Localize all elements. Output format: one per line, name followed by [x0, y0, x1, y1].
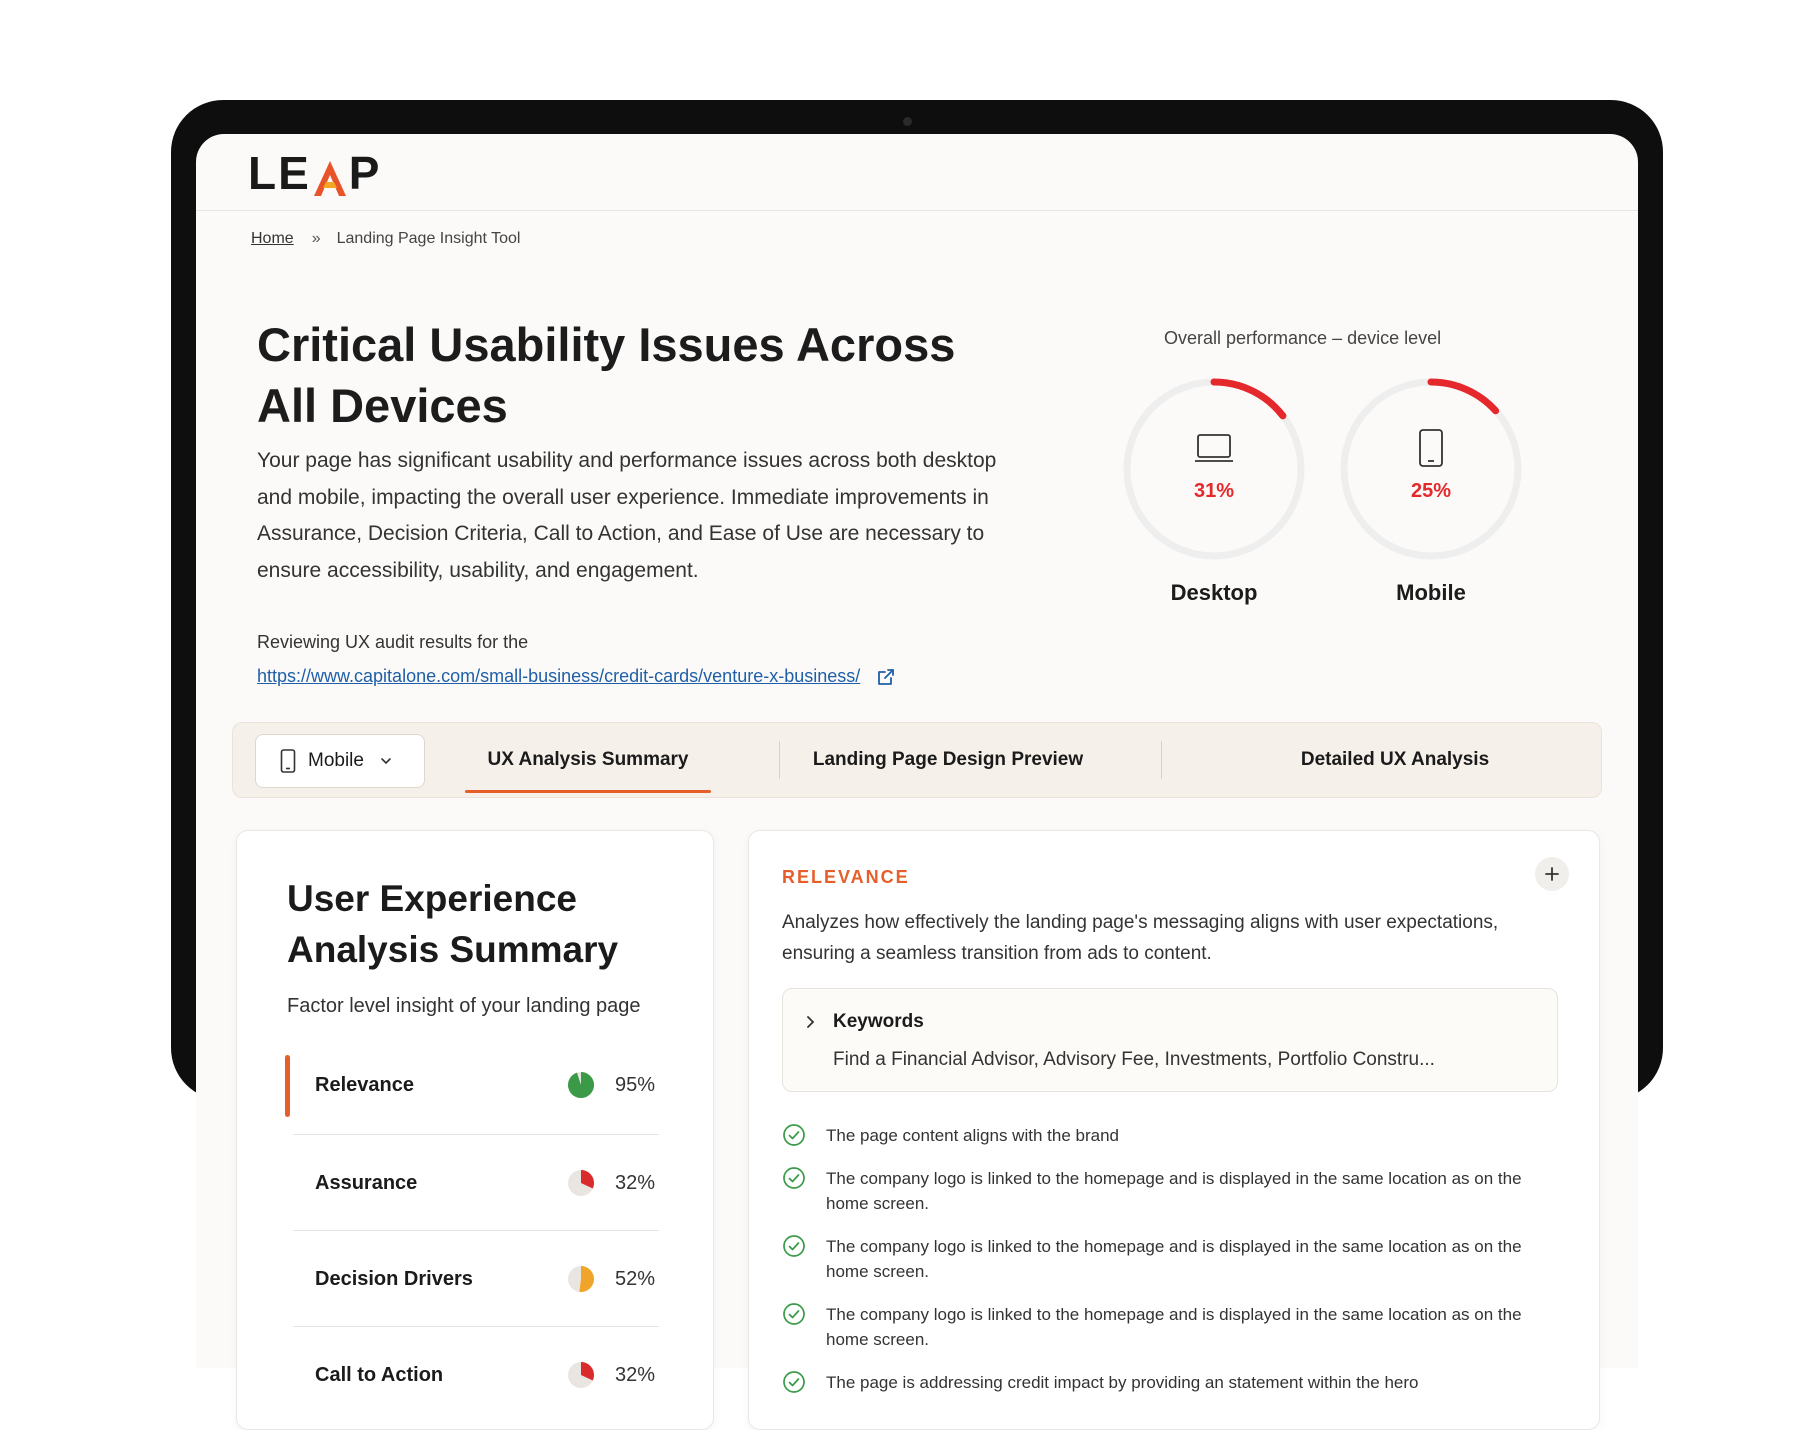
summary-title: User Experience Analysis Summary	[287, 878, 619, 970]
logo-text-right: P	[348, 147, 382, 199]
factor-value: 52%	[614, 1267, 655, 1290]
tab-divider	[779, 741, 780, 779]
relevance-title: RELEVANCE	[782, 867, 910, 887]
relevance-description: Analyzes how effectively the landing page's messaging aligns with user expectations, ensuring a seamless transition from ads to content.	[782, 912, 1499, 964]
keywords-accordion[interactable]	[782, 988, 1558, 1092]
breadcrumb	[251, 230, 520, 248]
check-text: The page is addressing credit impact by providing an statement within the hero	[826, 1373, 1419, 1392]
factor-pie-icon	[567, 1169, 595, 1197]
review-label: Reviewing UX audit results for the	[257, 632, 529, 652]
factor-pie-icon	[567, 1071, 595, 1099]
desktop-gauge	[1119, 374, 1309, 604]
device-select-value: Mobile	[308, 750, 364, 771]
pie-slice	[579, 1266, 594, 1292]
factor-name: Assurance	[315, 1171, 418, 1194]
tab-bar	[232, 722, 1602, 798]
logo-a-icon	[312, 154, 348, 192]
factor-item-assurance[interactable]	[293, 1135, 659, 1231]
mobile-gauge	[1336, 374, 1526, 604]
mobile-percent: 25%	[1410, 480, 1452, 502]
app-screen	[196, 134, 1638, 1392]
desktop-percent: 31%	[1193, 480, 1235, 502]
factor-name: Relevance	[315, 1073, 414, 1096]
chevron-down-icon	[380, 757, 392, 765]
mobile-gauge-arc	[1431, 382, 1496, 411]
page-description: Your page has significant usability and performance issues across both desktop and mobile, impacting the overall user experience. Immediate improvements in Assurance, Decision Criteria, Call to Action, and Ease of Use are necessary to ensure accessibility, usability, and engagement.	[257, 449, 997, 582]
check-circle-icon	[782, 1166, 806, 1190]
chevron-right-icon	[805, 1015, 815, 1029]
tab-detailed-ux-analysis[interactable]: Detailed UX Analysis	[1300, 749, 1490, 770]
desktop-gauge-chart	[1119, 374, 1309, 564]
external-link-icon[interactable]	[876, 667, 896, 687]
summary-card	[236, 830, 714, 1430]
desktop-gauge-arc	[1214, 382, 1283, 416]
top-bar	[196, 134, 1638, 211]
page-title: Critical Usability Issues Across All Devices	[257, 318, 956, 432]
review-url-link[interactable]	[257, 666, 896, 687]
summary-subtitle: Factor level insight of your landing page	[287, 995, 641, 1017]
factor-pie-icon	[567, 1265, 595, 1293]
check-circle-icon	[782, 1123, 806, 1147]
factor-value: 32%	[614, 1171, 655, 1194]
factor-name: Decision Drivers	[315, 1267, 473, 1290]
list-item	[782, 1166, 1542, 1216]
factor-item-decision-drivers[interactable]	[293, 1231, 659, 1327]
camera-dot	[903, 117, 912, 126]
device-select[interactable]	[255, 734, 425, 788]
check-circle-icon	[782, 1370, 806, 1394]
plus-icon[interactable]	[1535, 857, 1569, 891]
check-text: The company logo is linked to the homepage and is displayed in the same location as on the home screen.	[826, 1305, 1522, 1349]
list-item	[782, 1302, 1542, 1352]
performance-title: Overall performance – device level	[1164, 328, 1442, 348]
check-circle-icon	[782, 1234, 806, 1258]
tab-ux-analysis-summary[interactable]: UX Analysis Summary	[465, 723, 711, 797]
factor-pie-icon	[567, 1361, 595, 1389]
tab-landing-page-design-preview[interactable]: Landing Page Design Preview	[812, 749, 1084, 770]
check-text: The company logo is linked to the homepage and is displayed in the same location as on the home screen.	[826, 1169, 1522, 1213]
relevance-check-list	[782, 1123, 1542, 1413]
breadcrumb-separator-icon: »	[311, 230, 321, 247]
list-item	[782, 1123, 1542, 1148]
factor-value: 32%	[614, 1363, 655, 1386]
breadcrumb-current: Landing Page Insight Tool	[336, 230, 521, 247]
check-circle-icon	[782, 1302, 806, 1326]
relevance-card	[748, 830, 1600, 1430]
factor-item-relevance[interactable]	[293, 1055, 659, 1135]
keywords-text: Find a Financial Advisor, Advisory Fee, Investments, Portfolio Constru...	[833, 1049, 1435, 1070]
review-url-text: https://www.capitalone.com/small-business/credit-cards/venture-x-business/	[257, 666, 861, 686]
list-item	[782, 1370, 1542, 1395]
factor-value: 95%	[614, 1073, 655, 1096]
breadcrumb-home-link[interactable]: Home	[251, 230, 294, 247]
pie-slice	[568, 1072, 594, 1098]
mobile-gauge-chart	[1336, 374, 1526, 564]
leap-logo[interactable]	[248, 148, 381, 198]
keywords-label: Keywords	[833, 1011, 924, 1032]
check-text: The page content aligns with the brand	[826, 1126, 1119, 1145]
logo-text-left: LE	[248, 147, 311, 199]
factor-item-call-to-action[interactable]	[293, 1327, 659, 1423]
desktop-label: Desktop	[1170, 580, 1258, 605]
check-text: The company logo is linked to the homepage and is displayed in the same location as on the home screen.	[826, 1237, 1522, 1281]
phone-icon	[280, 749, 296, 773]
tab-divider	[1161, 741, 1162, 779]
mobile-label: Mobile	[1396, 580, 1466, 605]
list-item	[782, 1234, 1542, 1284]
factor-name: Call to Action	[315, 1363, 444, 1386]
